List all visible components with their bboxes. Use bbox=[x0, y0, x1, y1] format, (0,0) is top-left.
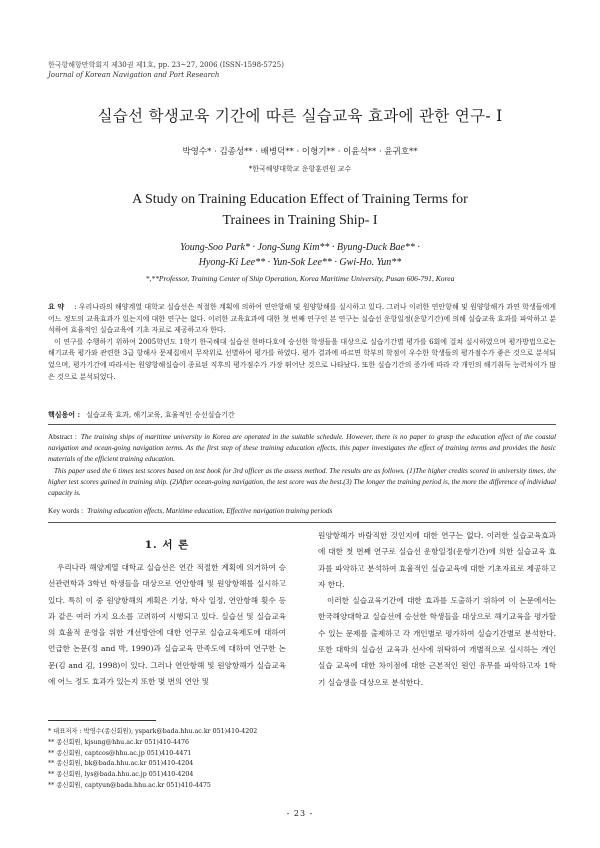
section-heading-introduction: 1. 서 론 bbox=[144, 539, 190, 551]
keywords-english-label: Key words : bbox=[48, 507, 84, 515]
title-english bbox=[0, 189, 600, 231]
authors-korean: 박영수* · 김종성** · 배병덕** · 이형기** · 이윤석** · 윤귀호** bbox=[182, 147, 418, 157]
footnote-item: ** 종신회원, kjsung@hhu.ac.kr 051)410-4476 bbox=[48, 738, 189, 746]
abstract-korean-label: 요 약 bbox=[48, 302, 65, 311]
keywords-korean bbox=[48, 410, 235, 420]
footnote-item: ** 종신회원, captcos@hhu.ac.jp 051)410-4471 bbox=[48, 749, 192, 757]
authors-english-line-2: Hyong-Ki Lee** · Yun-Sok Lee** · Gwi-Ho. Yun** bbox=[198, 257, 402, 268]
abstract-english-paragraph-1: The training ships of maritime university in Korea are operated in the suitable schedule. However, there is no paper to grasp the education effect of the coastal navigation and ocean-going navigation terms. As the first step of these training education effects, this paper investigates the effect of training terms and provides the basic materials of the efficient training education. bbox=[48, 433, 556, 464]
title-english-line-1: A Study on Training Education Effect of Training Terms for bbox=[132, 192, 468, 207]
body-column-right bbox=[318, 528, 556, 691]
footnote-item: * 대표저자 : 박영수(종신회원), yspark@bada.hhu.ac.kr 051)410-4202 bbox=[48, 728, 258, 735]
intro-paragraph-1: 우리나라 해양계열 대학교 실습선은 연간 적절한 계획에 의거하여 승선관련학과 3학년 학생들을 대상으로 연안항해 및 원양항해를 실시하고 있다. 특히 이 중 원양항해의 계획은 기상, 학사 일정, 연안항해 횟수 등과 같은 여러 가지 요소를 고려하여 시행되고 있다. 실습선 및 실습교육의 효율적 운영을 위한 개선방안에 대한 연구로 실습교육제도에 대하여 언급한 논문(정 and 박, 1990)과 실습교육 만족도에 대하여 연구한 논문(김 and 김, 1998)이 있다. 그러나 연안항해 및 원양항해가 실습교육에 어느 정도 효과가 있는지 또한 몇 번의 연안 및 bbox=[48, 563, 286, 687]
divider-line bbox=[48, 424, 556, 425]
authors-english bbox=[0, 240, 600, 270]
title-korean: 실습선 학생교육 기간에 따른 실습교육 효과에 관한 연구- I bbox=[97, 107, 503, 125]
intro-paragraph-continued: 원양항해가 바람직한 것인지에 대한 연구는 없다. 이러한 실습교육효과에 대한 첫 번째 연구로 실습선 운항일정(운항기간)에 의한 실습교육 효과를 파악하고 분석하여 효율적인 실습교육에 대한 기초자료로 제공하고자 한다. bbox=[318, 531, 556, 589]
affiliation-english: *,**Professor, Training Center of Ship Operation, Korea Maritime University, Pusan 606-791, Korea bbox=[145, 274, 455, 283]
footnote-item: ** 종신회원, captyun@bada.hhu.ac.kr 051)410-4475 bbox=[48, 781, 211, 789]
affiliation-korean: *한국해양대학교 운항훈련원 교수 bbox=[248, 165, 352, 173]
footnote-separator bbox=[48, 720, 156, 721]
body-column-left bbox=[48, 560, 286, 690]
journal-name-en: Journal of Korean Navigation and Port Research bbox=[48, 71, 220, 79]
journal-citation: 한국항해항만학회지 제30권 제1호, pp. 23~27, 2006 (ISSN-1598-5725) bbox=[48, 61, 284, 69]
footnote-item: ** 종신회원, lys@bada.hhu.ac.jp 051)410-4204 bbox=[48, 771, 194, 779]
title-english-line-2: Trainees in Training Ship- I bbox=[222, 213, 378, 228]
page-number: - 23 - bbox=[286, 809, 314, 818]
keywords-english bbox=[48, 507, 332, 515]
abstract-korean bbox=[48, 301, 556, 383]
abstract-english-paragraph-2: This paper used the 6 times test scores based on test book for 3rd officer as the assess method. The results are as follows. (1)The higher credits scored in university times, the higher test scores gained in training ship. (2)After ocean-going navigation, the test score was the best.(3) The longer the training period is, the more the difference of individual capacity is. bbox=[48, 466, 556, 498]
keywords-korean-value: 실습교육 효과, 해기교육, 효율적인 승선실습기간 bbox=[86, 411, 235, 419]
footnotes bbox=[48, 727, 257, 792]
footnote-item: ** 종신회원, bk@bada.hhu.ac.kr 051)410-4204 bbox=[48, 760, 194, 768]
keywords-english-value: Training education effects, Maritime education, Effective navigation training periods bbox=[87, 507, 333, 515]
abstract-english bbox=[48, 432, 556, 499]
abstract-korean-paragraph-2: 이 연구를 수행하기 위하여 2005학년도 1학기 한국해대 실습선 한바다호에 승선한 학생들을 대상으로 실습기간별 평가를 6회에 걸쳐 실시하였으며 평가방법으로는 해기교육 평가와 관련한 3급 항해사 문제집에서 무작위로 선별하여 평가를 하였다. 평가 결과에 따르면 학부의 학점이 우수한 학생들의 평가점수가 좋은 것으로 분석되었으며, 평가기간에 따라서는 원양항해실습이 종료된 직후의 평가점수가 가장 뛰어난 것으로 나타났다. 또한 실습기간의 증가에 따라 각 개인의 해기취득 능력차이가 많은 것으로 분석되었다. bbox=[48, 337, 556, 381]
abstract-english-label: Abstract : bbox=[48, 433, 77, 441]
abstract-korean-paragraph-1: : 우리나라의 해양계열 대학교 실습선은 적절한 계획에 의하여 연안항해 및 원양항해를 실시하고 있다. 그러나 이러한 연안항해 및 원양항해가 과연 학생들에게 어느 정도의 교육효과가 있는지에 대한 연구는 없다. 이러한 교육효과에 대한 첫 번째 연구인 본 연구는 실습선 운항일정(운항기간)에 의해 실습교육 효과를 파악하고 분석하여 효율적인 실습교육에 기초 자료로 제공하고자 한다. bbox=[48, 303, 556, 335]
keywords-korean-label: 핵심용어 : bbox=[48, 410, 81, 419]
journal-header bbox=[48, 60, 284, 80]
authors-english-line-1: Young-Soo Park* · Jong-Sung Kim** · Byung-Duck Bae** · bbox=[180, 242, 420, 253]
intro-paragraph-2: 이러한 실습교육기간에 대한 효과를 도출하기 위하여 이 논문에서는 한국해양대학교 실습선에 승선한 학생들을 대상으로 해기교육을 평가할 수 있는 문제를 출제하고 각 개인별로 평가하여 실습기간별로 분석한다. 또한 대학의 실습선 교육과 선사에 위탁하여 개별적으로 실시하는 개인실습 교육에 대한 차이점에 대한 근본적인 원인 유무를 파악하고자 1학기 실습생을 대상으로 분석한다. bbox=[318, 596, 556, 687]
divider-line bbox=[48, 522, 556, 523]
